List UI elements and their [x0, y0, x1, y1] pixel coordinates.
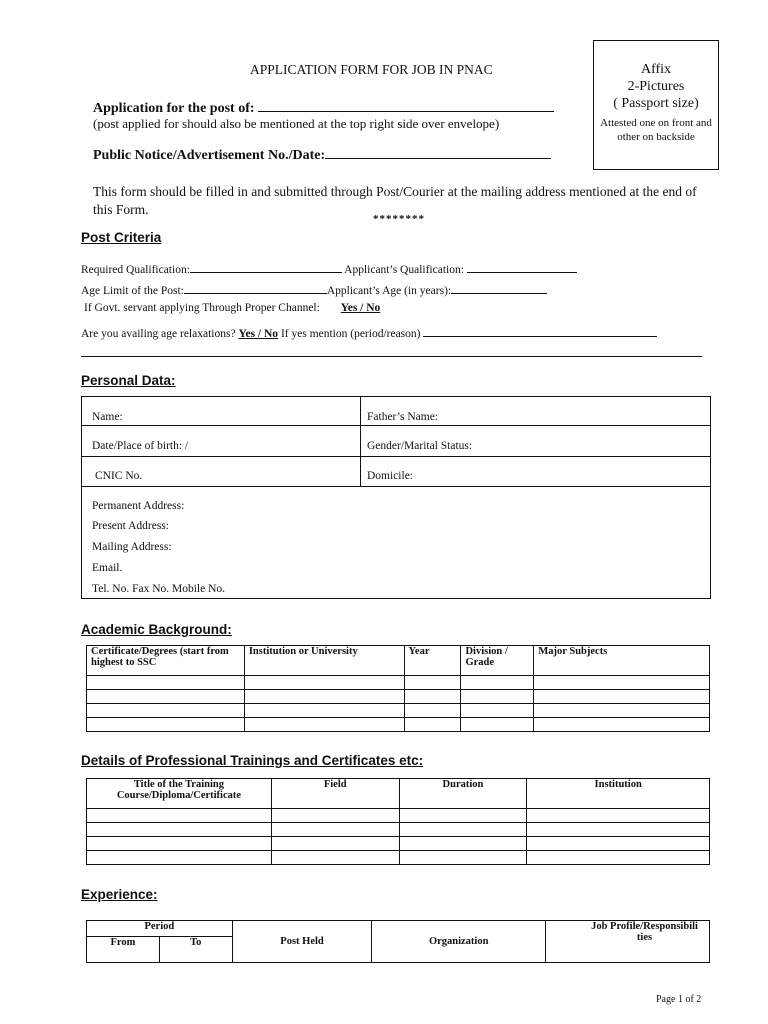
cnic-label[interactable]: CNIC No. — [95, 470, 143, 482]
govt-servant-label: If Govt. servant applying Through Proper Channel: — [84, 302, 320, 314]
trainings-table — [86, 778, 710, 865]
table-header-cell: Institution — [527, 779, 710, 809]
table-cell[interactable] — [399, 823, 527, 837]
photo-box-line1: Affix — [640, 62, 672, 77]
table-cell[interactable] — [271, 851, 399, 865]
age-row — [81, 281, 547, 297]
age-relax-row — [81, 324, 657, 340]
dob-label[interactable]: Date/Place of birth: / — [92, 440, 189, 452]
organization-header: Organization — [372, 921, 546, 963]
applicant-qualification-label: Applicant’s Qualification: — [344, 264, 464, 276]
notice-label: Public Notice/Advertisement No./Date: — [93, 148, 326, 163]
table-cell[interactable] — [527, 837, 710, 851]
separator-stars: ******** — [373, 213, 425, 225]
permanent-address-label[interactable]: Permanent Address: — [92, 500, 185, 512]
age-relax-continuation-line[interactable] — [81, 356, 702, 357]
table-cell[interactable] — [527, 851, 710, 865]
table-cell[interactable] — [87, 851, 272, 865]
table-row — [87, 704, 710, 718]
photo-box-line4: Attested one on front and other on backside — [600, 117, 712, 143]
table-cell[interactable] — [461, 704, 534, 718]
table-cell[interactable] — [534, 690, 710, 704]
required-qualification-field[interactable] — [190, 260, 342, 273]
trainings-heading: Details of Professional Trainings and Certificates etc: — [81, 753, 424, 768]
table-header-cell: Division / Grade — [461, 646, 534, 676]
divider — [82, 456, 710, 457]
table-row — [87, 823, 710, 837]
table-cell[interactable] — [534, 704, 710, 718]
table-cell[interactable] — [87, 837, 272, 851]
table-cell[interactable] — [87, 690, 245, 704]
table-cell[interactable] — [271, 809, 399, 823]
table-cell[interactable] — [527, 823, 710, 837]
table-row — [87, 809, 710, 823]
job-profile-header: Job Profile/Responsibili ties — [546, 921, 710, 963]
table-cell[interactable] — [534, 676, 710, 690]
intro-text: This form should be filled in and submitted through Post/Courier at the mailing address mentioned at the end of this Form. — [93, 184, 697, 217]
mailing-address-label[interactable]: Mailing Address: — [92, 541, 172, 553]
table-cell[interactable] — [87, 676, 245, 690]
experience-heading: Experience: — [81, 887, 158, 902]
photo-box — [593, 40, 719, 170]
from-header: From — [87, 937, 160, 963]
table-header-row — [87, 779, 710, 809]
table-row — [87, 837, 710, 851]
table-cell[interactable] — [244, 718, 404, 732]
table-cell[interactable] — [527, 809, 710, 823]
table-cell[interactable] — [404, 718, 461, 732]
post-applied-label: Application for the post of: — [93, 101, 255, 116]
table-cell[interactable] — [271, 837, 399, 851]
table-cell[interactable] — [87, 718, 245, 732]
applicant-qualification-field[interactable] — [467, 260, 577, 273]
qualification-row — [81, 260, 577, 276]
age-limit-field[interactable] — [184, 281, 327, 294]
table-header-cell: Title of the Training Course/Diploma/Certificate — [87, 779, 272, 809]
gender-label[interactable]: Gender/Marital Status: — [367, 440, 473, 452]
applicant-age-field[interactable] — [451, 281, 547, 294]
post-applied-note: (post applied for should also be mentioned at the top right side over envelope) — [93, 116, 500, 131]
table-cell[interactable] — [399, 837, 527, 851]
period-header: Period — [87, 921, 233, 937]
table-header-cell: Duration — [399, 779, 527, 809]
table-header-cell: Year — [404, 646, 461, 676]
govt-servant-row — [84, 302, 380, 314]
table-header-cell: Institution or University — [244, 646, 404, 676]
table-cell[interactable] — [404, 676, 461, 690]
divider — [82, 425, 710, 426]
table-cell[interactable] — [534, 718, 710, 732]
academic-table — [86, 645, 710, 732]
name-label[interactable]: Name: — [92, 411, 123, 423]
photo-box-line2: 2-Pictures — [627, 79, 685, 94]
divider — [82, 486, 710, 487]
table-cell[interactable] — [399, 809, 527, 823]
father-name-label[interactable]: Father’s Name: — [367, 411, 439, 423]
page-number: Page 1 of 2 — [656, 994, 702, 1005]
page-title: APPLICATION FORM FOR JOB IN PNAC — [250, 62, 493, 77]
applicant-age-label: Applicant’s Age (in years): — [326, 285, 452, 297]
table-cell[interactable] — [87, 809, 272, 823]
table-cell[interactable] — [461, 718, 534, 732]
domicile-label[interactable]: Domicile: — [367, 470, 413, 482]
table-header-cell: Certificate/Degrees (start from highest to SSC — [87, 646, 245, 676]
table-cell[interactable] — [271, 823, 399, 837]
table-row — [87, 718, 710, 732]
post-held-header: Post Held — [232, 921, 372, 963]
table-row — [87, 676, 710, 690]
post-applied-row — [93, 99, 554, 117]
experience-table — [86, 920, 710, 963]
age-relax-mention-field[interactable] — [423, 324, 657, 337]
table-header-row — [87, 646, 710, 676]
table-cell[interactable] — [404, 704, 461, 718]
table-cell[interactable] — [87, 823, 272, 837]
notice-row — [93, 146, 551, 164]
notice-field[interactable] — [325, 146, 551, 159]
table-cell[interactable] — [244, 676, 404, 690]
table-cell[interactable] — [399, 851, 527, 865]
table-cell[interactable] — [244, 690, 404, 704]
present-address-label[interactable]: Present Address: — [92, 520, 169, 532]
age-limit-label: Age Limit of the Post: — [81, 285, 184, 297]
email-label[interactable]: Email. — [92, 562, 123, 574]
age-relax-label: Are you availing age relaxations? — [81, 328, 236, 340]
table-header-cell: Field — [271, 779, 399, 809]
tel-label[interactable]: Tel. No. Fax No. Mobile No. — [92, 583, 226, 595]
personal-data-box — [81, 396, 711, 599]
table-cell[interactable] — [461, 676, 534, 690]
age-relax-yes-no[interactable]: Yes / No — [238, 328, 279, 340]
table-cell[interactable] — [244, 704, 404, 718]
table-cell[interactable] — [87, 704, 245, 718]
table-cell[interactable] — [461, 690, 534, 704]
table-header-row — [87, 921, 710, 937]
to-header: To — [159, 937, 232, 963]
age-relax-mention-label: If yes mention (period/reason) — [280, 328, 421, 340]
personal-data-heading: Personal Data: — [81, 373, 176, 388]
table-header-cell: Major Subjects — [534, 646, 710, 676]
required-qualification-label: Required Qualification: — [81, 264, 190, 276]
divider — [360, 397, 361, 487]
table-row — [87, 690, 710, 704]
govt-servant-yes-no[interactable]: Yes / No — [340, 302, 381, 314]
post-criteria-heading: Post Criteria — [81, 230, 162, 245]
post-applied-field[interactable] — [258, 99, 554, 112]
table-row — [87, 851, 710, 865]
table-cell[interactable] — [404, 690, 461, 704]
photo-box-line3: ( Passport size) — [613, 96, 699, 111]
academic-heading: Academic Background: — [81, 622, 232, 637]
